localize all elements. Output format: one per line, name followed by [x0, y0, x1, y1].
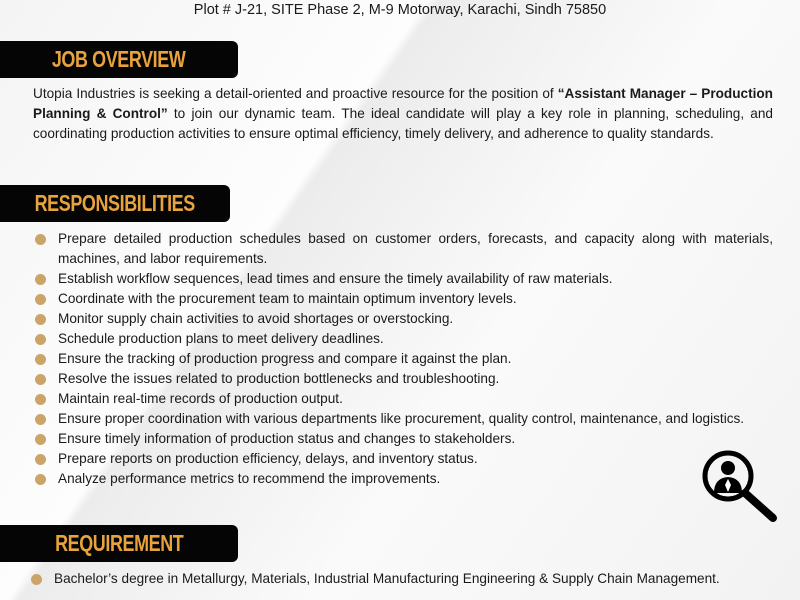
list-item — [33, 349, 773, 369]
list-item — [33, 449, 773, 469]
list-item-text: Schedule production plans to meet delivery deadlines. — [58, 331, 384, 346]
overview-rest: to join our dynamic team. The ideal candidate will play a key role in planning, scheduling, and coordinating production activities to ensure optimal efficiency, timely delivery, and adherence to quality standards. — [33, 106, 773, 141]
list-item-text: Establish workflow sequences, lead times and ensure the timely availability of raw materials. — [58, 271, 613, 286]
responsibilities-list — [33, 229, 773, 489]
bullet-icon — [35, 314, 46, 325]
list-item — [33, 329, 773, 349]
bullet-icon — [35, 334, 46, 345]
bullet-icon — [35, 414, 46, 425]
list-item-text: Ensure proper coordination with various departments like procurement, quality control, maintenance, and logistics. — [58, 411, 745, 426]
overview-intro: Utopia Industries is seeking a detail-oriented and proactive resource for the position of — [33, 86, 558, 101]
bullet-icon — [35, 374, 46, 385]
job-overview-heading: JOB OVERVIEW — [0, 41, 238, 78]
bullet-icon — [35, 354, 46, 365]
list-item — [33, 409, 773, 429]
list-item-text: Monitor supply chain activities to avoid shortages or overstocking. — [58, 311, 454, 326]
list-item — [33, 269, 773, 289]
bullet-icon — [35, 434, 46, 445]
list-item — [33, 229, 773, 269]
bullet-icon — [35, 234, 46, 245]
job-search-magnifier-icon — [700, 448, 780, 533]
list-item-text: Prepare detailed production schedules based on customer orders, forecasts, and capacity along with materials, machines, and labor requirements. — [58, 231, 773, 266]
list-item-text: Ensure the tracking of production progress and compare it against the plan. — [58, 351, 512, 366]
bullet-icon — [35, 274, 46, 285]
responsibilities-heading: RESPONSIBILITIES — [0, 185, 230, 222]
list-item-text: Prepare reports on production efficiency, delays, and inventory status. — [58, 451, 478, 466]
position-title: “Assistant Manager – Production Planning & Control” — [33, 86, 773, 121]
list-item — [29, 569, 729, 589]
bullet-icon — [35, 454, 46, 465]
list-item-text: Bachelor’s degree in Metallurgy, Materials, Industrial Manufacturing Engineering & Supply Chain Management. — [54, 571, 720, 586]
list-item-text: Maintain real-time records of production output. — [58, 391, 343, 406]
list-item-text: Analyze performance metrics to recommend the improvements. — [58, 471, 441, 486]
bullet-icon — [35, 474, 46, 485]
list-item-text: Coordinate with the procurement team to maintain optimum inventory levels. — [58, 291, 517, 306]
list-item — [33, 369, 773, 389]
requirement-heading: REQUIREMENT — [0, 525, 238, 562]
list-item — [33, 389, 773, 409]
bullet-icon — [31, 574, 42, 585]
list-item — [33, 309, 773, 329]
bullet-icon — [35, 294, 46, 305]
list-item — [33, 429, 773, 449]
company-address: Plot # J-21, SITE Phase 2, M-9 Motorway, Karachi, Sindh 75850 — [193, 2, 607, 18]
requirement-list — [29, 569, 729, 589]
bullet-icon — [35, 394, 46, 405]
list-item — [33, 289, 773, 309]
job-overview-text — [33, 84, 773, 144]
list-item-text: Ensure timely information of production status and changes to stakeholders. — [58, 431, 516, 446]
list-item-text: Resolve the issues related to production bottlenecks and troubleshooting. — [58, 371, 500, 386]
list-item — [33, 469, 773, 489]
